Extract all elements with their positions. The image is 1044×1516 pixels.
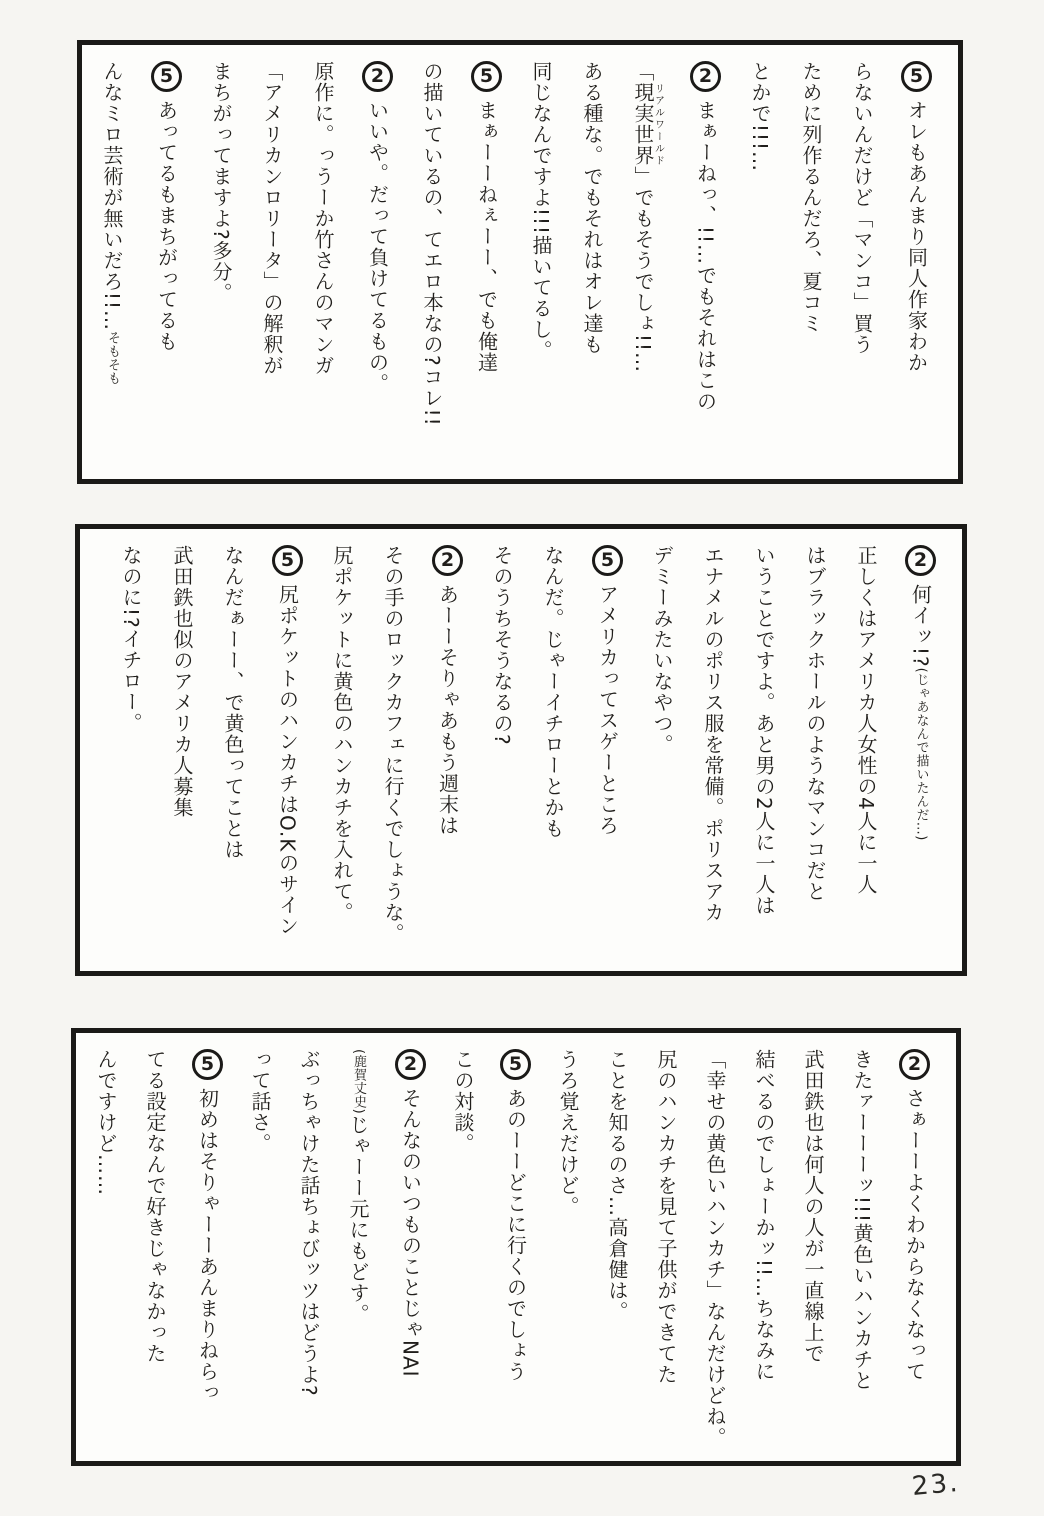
speaker-number: 5 xyxy=(471,61,502,92)
line-text: デミーみたいなやつ。 xyxy=(650,545,674,755)
text-line xyxy=(209,61,233,469)
text-line xyxy=(451,1049,475,1451)
text-line xyxy=(260,61,284,469)
text-line xyxy=(471,61,502,469)
text-line xyxy=(703,1049,727,1451)
text-line xyxy=(701,545,725,961)
text-line xyxy=(119,545,143,961)
line-text: なんだ。じゃーイチローとかも xyxy=(541,545,565,839)
line-text: なのに!?イチロー。 xyxy=(119,545,143,734)
text-line xyxy=(100,61,124,469)
line-text: いいや。だって負けてるもの。 xyxy=(365,100,390,394)
speaker-number: 2 xyxy=(362,61,393,92)
line-text: てる設定なんで好きじゃなかった xyxy=(143,1049,167,1364)
text-line xyxy=(381,545,405,961)
text-line xyxy=(690,61,721,469)
line-text: さぁーーよくわからなくなって xyxy=(902,1088,927,1382)
speaker-number: 5 xyxy=(592,545,623,576)
text-line xyxy=(151,61,182,469)
line-text: まぁーーねぇーー、でも俺達 xyxy=(474,100,499,373)
text-line xyxy=(330,545,354,961)
line-text: ために列作るんだろ、夏コミ xyxy=(799,61,823,334)
line-text: 何イッ!? xyxy=(908,584,933,668)
line-text: うろ覚えだけど。 xyxy=(556,1049,580,1217)
line-text: んですけど…… xyxy=(94,1049,118,1196)
speaker-number: 5 xyxy=(901,61,932,92)
page-number: 23. xyxy=(910,1467,961,1503)
speaker-number: 2 xyxy=(899,1049,930,1080)
line-text: 」でもそうでしょ!!… xyxy=(631,166,655,374)
line-text: まちがってますよ?多分。 xyxy=(209,61,233,304)
line-text: 正しくはアメリカ人女性の4人に一人 xyxy=(854,545,878,895)
text-line xyxy=(580,61,604,469)
text-line xyxy=(311,61,335,469)
speaker-number: 5 xyxy=(192,1049,223,1080)
line-text: とかで!!!… xyxy=(748,61,772,173)
panel-bottom-text xyxy=(76,1033,956,1461)
text-line xyxy=(592,545,623,961)
side-note: そもそも xyxy=(105,331,120,386)
line-text: 結べるのでしょーかッ!!…ちなみに xyxy=(752,1049,776,1383)
panel-top-text xyxy=(82,45,958,479)
line-text: 原作に。っうーか竹さんのマンガ xyxy=(311,61,335,376)
text-line xyxy=(170,545,194,961)
side-note: (鹿賀丈史) xyxy=(351,1049,366,1115)
line-text: 「 xyxy=(631,61,655,82)
text-line xyxy=(221,545,245,961)
text-line xyxy=(490,545,514,961)
text-line xyxy=(605,1049,629,1451)
panel-middle-text xyxy=(80,529,962,971)
line-text: じゃーー元にもどす。 xyxy=(346,1114,370,1325)
side-note: (じゃあなんで描いたんだ…) xyxy=(913,667,929,841)
speaker-number: 5 xyxy=(272,545,303,576)
speaker-number: 2 xyxy=(905,545,936,576)
line-text: んなミロ芸術が無いだろ!!… xyxy=(100,61,124,332)
text-line xyxy=(432,545,463,961)
line-text: そのうちそうなるの? xyxy=(490,545,514,746)
line-text: ぶっちゃけた話ちょびッツはどうよ? xyxy=(297,1049,321,1397)
speaker-number: 2 xyxy=(432,545,463,576)
line-text: その手のロックカフェに行くでしょうな。 xyxy=(381,545,405,944)
speaker-number: 2 xyxy=(395,1049,426,1080)
ruby-base: 現実世界 xyxy=(631,82,655,166)
text-line xyxy=(803,545,827,961)
line-text: なんだぁーー、で黄色ってことは xyxy=(221,545,245,860)
text-line xyxy=(654,1049,678,1451)
line-text: そんなのいつものことじゃNAI xyxy=(398,1088,423,1378)
line-text: きたァーーーッ!!!黄色いハンカチと xyxy=(850,1049,874,1392)
text-line xyxy=(799,61,823,469)
ruby-text: リアルワールド xyxy=(652,82,664,166)
text-line xyxy=(297,1049,321,1451)
line-text: って話さ。 xyxy=(248,1049,272,1154)
line-text: の描いているの、てエロ本なの?コレ!! xyxy=(420,61,444,427)
text-line xyxy=(541,545,565,961)
furigana-ruby xyxy=(631,82,664,166)
line-text: まぁーねっ、!!…でもそれはこの xyxy=(693,100,718,413)
text-line xyxy=(850,1049,874,1451)
text-line xyxy=(272,545,303,961)
text-line xyxy=(192,1049,223,1451)
line-text: オレもあんまり同人作家わか xyxy=(904,100,929,373)
panel-middle xyxy=(75,524,967,976)
panel-top xyxy=(77,40,963,484)
text-line xyxy=(801,1049,825,1451)
text-line xyxy=(650,545,674,961)
line-text: 同じなんですよ!!!描いてるし。 xyxy=(529,61,553,362)
text-line xyxy=(94,1049,118,1451)
line-text: 初めはそりゃーーあんまりねらっ xyxy=(195,1088,220,1403)
text-line xyxy=(899,1049,930,1451)
text-line xyxy=(901,61,932,469)
text-line xyxy=(854,545,878,961)
line-text: エナメルのポリス服を常備。ポリスアカ xyxy=(701,545,725,923)
speaker-number: 5 xyxy=(151,61,182,92)
line-text: いうことですよ。あと男の2人に一人は xyxy=(752,545,776,916)
text-line xyxy=(143,1049,167,1451)
line-text: ことを知るのさ…高倉健は。 xyxy=(605,1049,629,1322)
text-line xyxy=(556,1049,580,1451)
text-line xyxy=(752,1049,776,1451)
line-text: この対談。 xyxy=(451,1049,475,1154)
line-text: 「幸せの黄色いハンカチ」なんだけどね。 xyxy=(703,1049,727,1448)
text-line xyxy=(248,1049,272,1451)
line-text: あーーそりゃあもう週末は xyxy=(435,584,460,836)
text-line xyxy=(752,545,776,961)
panel-bottom xyxy=(71,1028,961,1466)
text-line xyxy=(529,61,553,469)
text-line xyxy=(850,61,874,469)
line-text: あってるもまちがってるも xyxy=(154,100,179,352)
line-text: あのーーどこに行くのでしょう xyxy=(503,1088,528,1382)
line-text: はブラックホールのようなマンコだと xyxy=(803,545,827,902)
text-line xyxy=(500,1049,531,1451)
text-line xyxy=(748,61,772,469)
line-text: らないんだけど「マンコ」買う xyxy=(850,61,874,355)
speaker-number: 5 xyxy=(500,1049,531,1080)
speaker-number: 2 xyxy=(690,61,721,92)
text-line xyxy=(631,61,663,469)
line-text: 武田鉄也は何人の人が一直線上で xyxy=(801,1049,825,1364)
text-line xyxy=(395,1049,426,1451)
text-line xyxy=(905,545,936,961)
line-text: アメリカってスゲーところ xyxy=(595,584,620,836)
line-text: ある種な。でもそれはオレ達も xyxy=(580,61,604,355)
line-text: 尻のハンカチを見て子供ができてた xyxy=(654,1049,678,1385)
line-text: 尻ポケットに黄色のハンカチを入れて。 xyxy=(330,545,354,923)
line-text: 「アメリカンロリータ」の解釈が xyxy=(260,61,284,376)
text-line xyxy=(362,61,393,469)
text-line xyxy=(420,61,444,469)
line-text: 尻ポケットのハンカチはO.Kのサイン xyxy=(275,584,300,937)
line-text: 武田鉄也似のアメリカ人募集 xyxy=(170,545,194,818)
text-line xyxy=(346,1049,370,1451)
